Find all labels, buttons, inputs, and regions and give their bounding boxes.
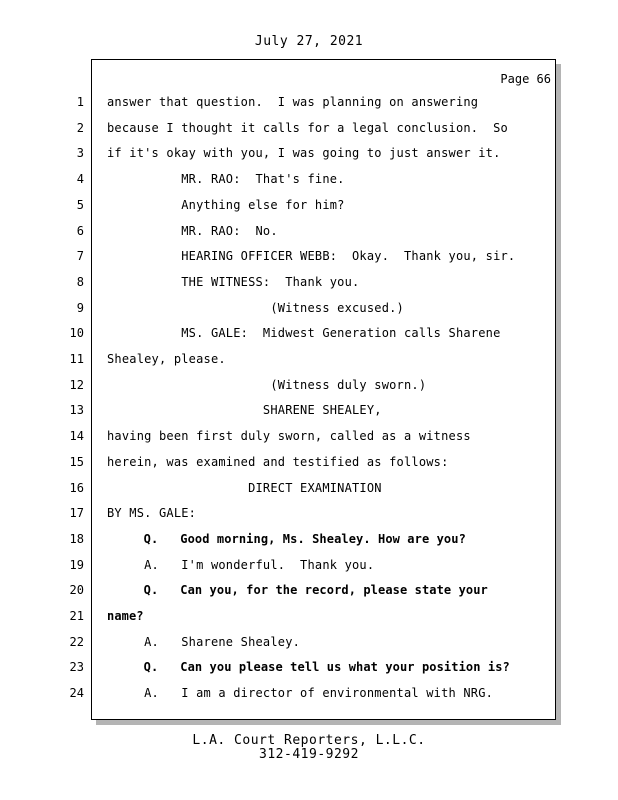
line-number: 13: [69, 403, 84, 417]
transcript-line: Anything else for him?: [107, 198, 345, 212]
transcript-line: MR. RAO: That's fine.: [107, 172, 345, 186]
transcript-line: because I thought it calls for a legal conclusion. So: [107, 121, 508, 135]
transcript-line: BY MS. GALE:: [107, 506, 197, 520]
line-number: 11: [69, 352, 84, 366]
transcript-line: Q. Can you please tell us what your position is?: [107, 660, 510, 674]
transcript-line: if it's okay with you, I was going to just answer it.: [107, 146, 501, 160]
line-number: 19: [69, 558, 84, 572]
transcript-line: herein, was examined and testified as follows:: [107, 455, 449, 469]
transcript-line: name?: [107, 609, 144, 623]
line-number: 6: [76, 224, 84, 238]
transcript-line: MS. GALE: Midwest Generation calls Sharene: [107, 326, 501, 340]
line-number: 15: [69, 455, 84, 469]
footer-phone: 312-419-9292: [259, 747, 359, 762]
transcript-line: SHARENE SHEALEY,: [107, 403, 382, 417]
transcript-line: (Witness duly sworn.): [107, 378, 427, 392]
line-number: 8: [76, 275, 84, 289]
line-number: 9: [76, 301, 84, 315]
transcript-line: having been first duly sworn, called as a witness: [107, 429, 471, 443]
line-number: 14: [69, 429, 84, 443]
transcript-line: Q. Can you, for the record, please state your: [107, 583, 488, 597]
line-number: 23: [69, 660, 84, 674]
line-number: 4: [76, 172, 84, 186]
transcript-line: A. Sharene Shealey.: [107, 635, 301, 649]
line-number: 16: [69, 481, 84, 495]
transcript-line: THE WITNESS: Thank you.: [107, 275, 360, 289]
transcript-line: answer that question. I was planning on answering: [107, 95, 479, 109]
footer-company: L.A. Court Reporters, L.L.C.: [192, 733, 426, 748]
transcript-line: DIRECT EXAMINATION: [107, 481, 382, 495]
line-number: 5: [76, 198, 84, 212]
transcript-date: July 27, 2021: [254, 34, 364, 49]
line-number: 3: [76, 146, 84, 160]
line-number: 10: [69, 326, 84, 340]
line-number: 24: [69, 686, 84, 700]
transcript-line: A. I'm wonderful. Thank you.: [107, 558, 375, 572]
transcript-line: A. I am a director of environmental with NRG.: [107, 686, 494, 700]
line-number: 2: [76, 121, 84, 135]
line-number: 7: [76, 249, 84, 263]
line-number: 12: [69, 378, 84, 392]
page-number: Page 66: [500, 72, 551, 86]
transcript-line: Shealey, please.: [107, 352, 226, 366]
line-number: 18: [69, 532, 84, 546]
transcript-line: (Witness excused.): [107, 301, 404, 315]
line-number: 1: [76, 95, 84, 109]
line-number: 17: [69, 506, 84, 520]
line-number: 22: [69, 635, 84, 649]
transcript-line: Q. Good morning, Ms. Shealey. How are you?: [107, 532, 466, 546]
transcript-line: HEARING OFFICER WEBB: Okay. Thank you, sir.: [107, 249, 516, 263]
line-number: 21: [69, 609, 84, 623]
line-number: 20: [69, 583, 84, 597]
transcript-line: MR. RAO: No.: [107, 224, 278, 238]
